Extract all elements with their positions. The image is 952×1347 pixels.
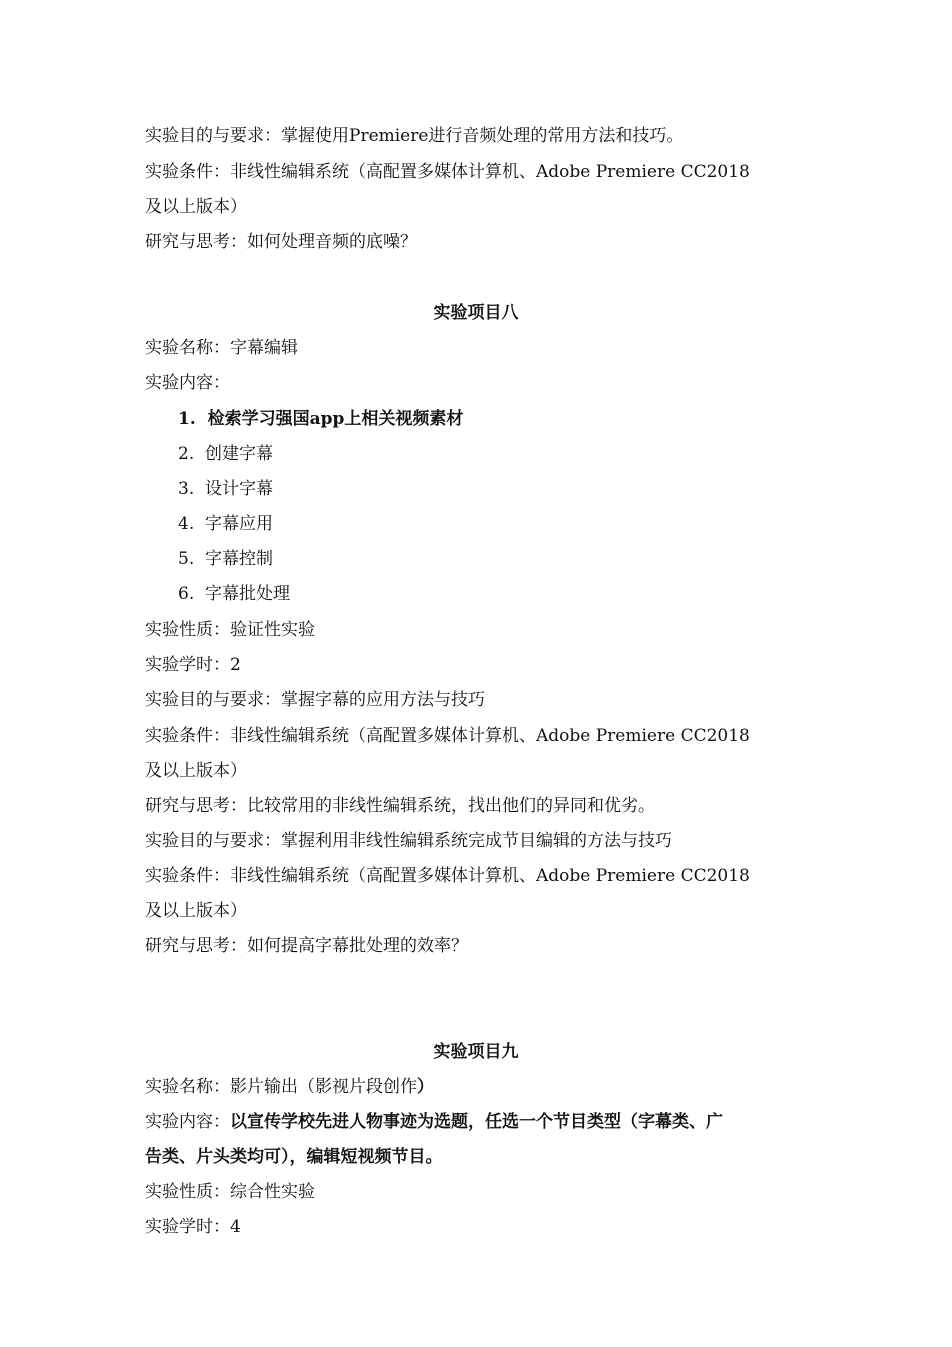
project8-conditions-cont: 及以上版本） xyxy=(145,761,247,781)
project8-title: 实验项目八 xyxy=(433,303,519,323)
project8-content-item-1 xyxy=(178,407,463,431)
list-item-number: 1. xyxy=(178,409,196,429)
top-goal-label: 实验目的与要求： xyxy=(145,126,281,146)
list-item-text: 设计字幕 xyxy=(205,479,274,499)
project9-nature-line xyxy=(145,1180,825,1204)
project8-content-item-6 xyxy=(178,582,290,606)
project8-research-label: 研究与思考： xyxy=(145,796,247,816)
project9-name-label: 实验名称： xyxy=(145,1077,230,1097)
top-conditions-text: 非线性编辑系统（高配置多媒体计算机、Adobe Premiere CC2018 xyxy=(230,162,750,182)
list-item-text: 检索学习强国app上相关视频素材 xyxy=(207,409,464,429)
project8-research-text: 比较常用的非线性编辑系统，找出他们的异同和优劣。 xyxy=(247,796,655,816)
top-goal-line xyxy=(145,124,825,148)
project9-content-label: 实验内容： xyxy=(145,1112,230,1132)
project8-content-item-2 xyxy=(178,442,273,466)
project8-content-item-3 xyxy=(178,477,273,501)
project8-goal-text: 掌握字幕的应用方法与技巧 xyxy=(281,690,485,710)
project9-hours-label: 实验学时： xyxy=(145,1217,230,1237)
project9-content-text: 以宣传学校先进人物事迹为选题，任选一个节目类型（字幕类、广 xyxy=(230,1112,723,1132)
project8-content-item-4 xyxy=(178,512,273,536)
top-research-line xyxy=(145,230,825,254)
project8-nature-line xyxy=(145,618,825,642)
project8-goal2-label: 实验目的与要求： xyxy=(145,831,281,851)
project9-hours-text: 4 xyxy=(230,1217,241,1237)
project8-hours-line xyxy=(145,653,825,677)
project9-content-line xyxy=(145,1110,825,1134)
list-item-text: 创建字幕 xyxy=(205,444,274,464)
list-item-number: 6. xyxy=(178,584,195,604)
project8-research2-text: 如何提高字幕批处理的效率？ xyxy=(247,936,468,956)
project9-name-line xyxy=(145,1075,825,1099)
project8-name-line xyxy=(145,336,825,360)
top-conditions-label: 实验条件： xyxy=(145,162,230,182)
project8-goal2-line xyxy=(145,829,825,853)
project8-goal-line xyxy=(145,688,825,712)
project9-name-text: 影片输出（影视片段创作 xyxy=(230,1077,417,1097)
project8-content-label: 实验内容： xyxy=(145,373,230,393)
list-item-number: 3. xyxy=(178,479,195,499)
project8-research-line xyxy=(145,794,825,818)
project9-content-cont: 告类、片头类均可），编辑短视频节目。 xyxy=(145,1147,443,1167)
project8-hours-label: 实验学时： xyxy=(145,655,230,675)
list-item-text: 字幕控制 xyxy=(205,549,274,569)
project8-name-label: 实验名称： xyxy=(145,338,230,358)
project8-research2-line xyxy=(145,934,825,958)
project8-name-text: 字幕编辑 xyxy=(230,338,298,358)
project9-hours-line xyxy=(145,1215,825,1239)
top-goal-text: 掌握使用Premiere进行音频处理的常用方法和技巧。 xyxy=(281,126,684,146)
project8-conditions-text: 非线性编辑系统（高配置多媒体计算机、Adobe Premiere CC2018 xyxy=(230,726,750,746)
project9-title: 实验项目九 xyxy=(433,1042,519,1062)
project8-conditions2-text: 非线性编辑系统（高配置多媒体计算机、Adobe Premiere CC2018 xyxy=(230,866,750,886)
top-conditions-line xyxy=(145,160,825,184)
project8-nature-text: 验证性实验 xyxy=(230,620,315,640)
top-conditions-cont: 及以上版本） xyxy=(145,197,247,217)
project8-conditions2-line xyxy=(145,864,825,888)
list-item-number: 2. xyxy=(178,444,195,464)
project8-goal2-text: 掌握利用非线性编辑系统完成节目编辑的方法与技巧 xyxy=(281,831,672,851)
project8-conditions-line xyxy=(145,724,825,748)
list-item-number: 5. xyxy=(178,549,195,569)
project8-conditions-label: 实验条件： xyxy=(145,726,230,746)
project8-content-item-5 xyxy=(178,547,273,571)
list-item-text: 字幕应用 xyxy=(205,514,274,534)
project9-name-close: ） xyxy=(417,1077,434,1097)
top-research-label: 研究与思考： xyxy=(145,232,247,252)
top-research-text: 如何处理音频的底噪？ xyxy=(247,232,417,252)
list-item-number: 4. xyxy=(178,514,195,534)
list-item-text: 字幕批处理 xyxy=(205,584,291,604)
project8-goal-label: 实验目的与要求： xyxy=(145,690,281,710)
project8-nature-label: 实验性质： xyxy=(145,620,230,640)
project8-conditions2-label: 实验条件： xyxy=(145,866,230,886)
project9-nature-label: 实验性质： xyxy=(145,1182,230,1202)
project9-nature-text: 综合性实验 xyxy=(230,1182,315,1202)
project8-conditions2-cont: 及以上版本） xyxy=(145,901,247,921)
project8-research2-label: 研究与思考： xyxy=(145,936,247,956)
project8-hours-text: 2 xyxy=(230,655,241,675)
